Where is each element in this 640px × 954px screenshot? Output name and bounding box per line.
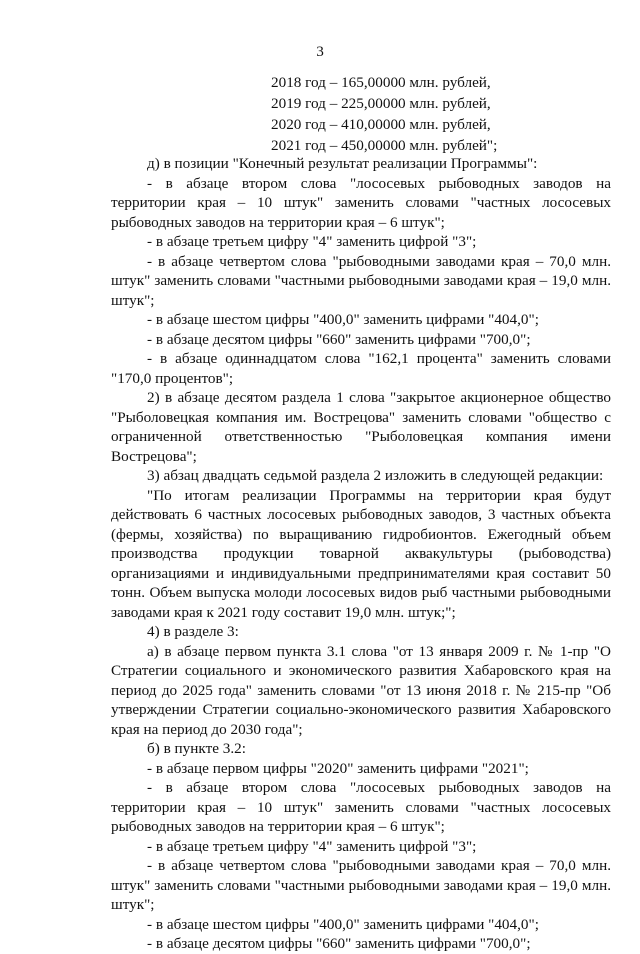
paragraph: - в абзаце четвертом слова "рыбоводными заводами края – 70,0 млн. штук" заменить словами "частными рыбоводными заводами края – 19,0 млн. штук"; [111,857,611,913]
page-number: 3 [316,43,324,60]
paragraph: - в абзаце шестом цифры "400,0" заменить цифрами "404,0"; [147,311,539,328]
paragraph: б) в пункте 3.2: [147,740,246,757]
funding-amounts-list [271,72,497,156]
funding-amount-line: 2021 год – 450,00000 млн. рублей"; [271,137,498,154]
funding-amount-line: 2019 год – 225,00000 млн. рублей, [271,95,491,112]
document-body [111,154,611,954]
paragraph: - в абзаце десятом цифры "660" заменить цифрами "700,0"; [147,935,531,952]
paragraph: 3) абзац двадцать седьмой раздела 2 изложить в следующей редакции: [147,467,604,484]
paragraph: - в абзаце шестом цифры "400,0" заменить цифрами "404,0"; [147,915,539,933]
paragraph: - в абзаце одиннадцатом слова "162,1 процента" заменить словами "170,0 процентов"; [111,350,611,387]
paragraph: - в абзаце третьем цифру "4" заменить цифрой "3"; [147,233,477,250]
funding-amount-line: 2018 год – 165,00000 млн. рублей, [271,74,491,91]
paragraph: "По итогам реализации Программы на территории края будут действовать 6 частных лососевых рыбоводных заводов, 3 частных объекта (фермы, хозяйства) по выращиванию гидробионтов. Ежегодный объем производства продукции товарной аквакультуры (рыбоводства) организациями и индивидуальными предпринимателями края составит 50 тонн. Объем выпуска молоди лососевых видов рыб частными рыбоводными заводами края к 2021 году составит 19,0 млн. штук;"; [111,486,611,621]
paragraph: 4) в разделе 3: [147,623,239,640]
paragraph: 2) в абзаце десятом раздела 1 слова "закрытое акционерное общество "Рыболовецкая компания им. Вострецова" заменить словами "общество с ограниченной ответственностью "Рыболовецкая компания имени Вострецова"; [111,389,611,465]
paragraph: - в абзаце четвертом слова "рыбоводными заводами края – 70,0 млн. штук" заменить словами "частными рыбоводными заводами края – 19,0 млн. штук"; [111,252,611,309]
paragraph: - в абзаце третьем цифру "4" заменить цифрой "3"; [147,837,477,855]
paragraph: - в абзаце втором слова "лососевых рыбоводных заводов на территории края – 10 штук" заменить словами "частных лососевых рыбоводных заводов на территории края – 6 штук"; [111,174,611,231]
paragraph: д) в позиции "Конечный результат реализации Программы": [147,155,538,172]
funding-amount-line: 2020 год – 410,00000 млн. рублей, [271,116,491,133]
paragraph: - в абзаце первом цифры "2020" заменить цифрами "2021"; [147,759,529,777]
paragraph: - в абзаце десятом цифры "660" заменить цифрами "700,0"; [147,330,531,348]
paragraph: а) в абзаце первом пункта 3.1 слова "от 13 января 2009 г. № 1-пр "О Стратегии социального и экономического развития Хабаровского края на период до 2025 года" заменить словами "от 13 июня 2018 г. № 215-пр "Об утверждении Стратегии социально-экономического развития Хабаровского края на период до 2030 года"; [111,642,611,738]
paragraph: - в абзаце втором слова "лососевых рыбоводных заводов на территории края – 10 штук" заменить словами "частных лососевых рыбоводных заводов на территории края – 6 штук"; [111,779,611,835]
